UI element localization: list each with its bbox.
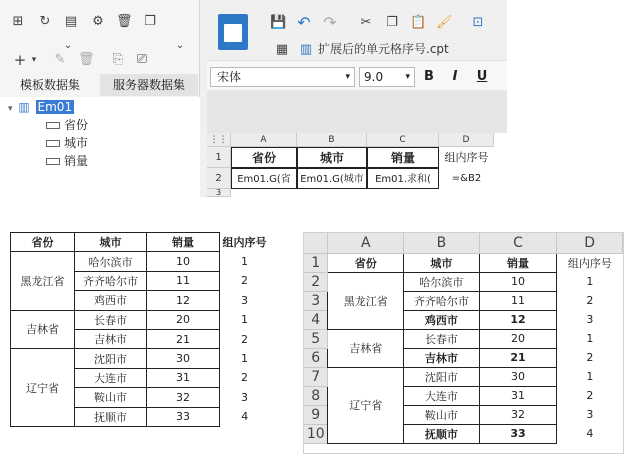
settings-icon[interactable]: ⚙ [92, 14, 104, 29]
excel-header-cell[interactable]: 组内序号 [567, 256, 612, 270]
group-index-cell: 3 [241, 293, 248, 307]
header-sales: 销量 [147, 233, 220, 252]
font-select[interactable]: 宋体 ▾ [210, 67, 355, 87]
file-tab[interactable]: 扩展后的单元格序号.cpt [318, 42, 449, 56]
group-index-cell: 1 [241, 352, 248, 366]
excel-group-index-cell[interactable]: 3 [586, 408, 594, 421]
excel-row-header[interactable]: 1 [304, 253, 328, 272]
table-row [11, 252, 270, 271]
excel-province-cell[interactable]: 黑龙江省 [328, 272, 404, 329]
excel-col-b[interactable]: B [404, 233, 480, 253]
col-header-d[interactable]: D [439, 133, 494, 147]
dataset-icon: ▥ [18, 100, 30, 114]
excel-city-cell[interactable]: 大连市 [404, 386, 480, 405]
city-cell: 齐齐哈尔市 [75, 271, 147, 290]
copy-icon[interactable]: ❐ [144, 14, 156, 29]
group-index-cell: 1 [241, 255, 248, 269]
excel-province-cell[interactable]: 吉林省 [328, 329, 404, 367]
city-cell: 大连市 [75, 368, 147, 387]
excel-city-cell[interactable]: 鸡西市 [404, 310, 480, 329]
edit-icon[interactable]: ✎ [54, 52, 66, 67]
header-group-index: 组内序号 [222, 236, 267, 250]
group-index-cell: 2 [241, 274, 248, 288]
excel-sales-cell[interactable]: 10 [479, 272, 557, 291]
tree-field-city[interactable]: 城市 [46, 134, 88, 152]
excel-city-cell[interactable]: 哈尔滨市 [404, 272, 480, 291]
group-index-cell: 4 [241, 410, 249, 424]
excel-row-header[interactable]: 6 [304, 348, 328, 367]
excel-header-cell[interactable]: 城市 [404, 253, 480, 272]
excel-sales-cell[interactable]: 30 [479, 367, 557, 386]
cell-d2[interactable]: =&B2 [451, 173, 482, 184]
excel-col-d[interactable]: D [557, 233, 623, 253]
city-cell: 抚顺市 [75, 407, 147, 426]
cell-a2[interactable]: Em01.G(省 [231, 168, 297, 189]
group-index-cell: 1 [241, 313, 248, 327]
chevron-down-icon: ▾ [345, 72, 350, 82]
preview-icon[interactable]: ▤ [64, 14, 78, 29]
sales-cell: 21 [147, 329, 220, 348]
excel-col-a[interactable]: A [328, 233, 404, 253]
excel-corner [304, 233, 328, 253]
excel-sales-cell[interactable]: 21 [479, 348, 557, 367]
designer-screenshot [0, 0, 507, 197]
excel-group-index-cell[interactable]: 1 [586, 370, 594, 383]
excel-sales-cell[interactable]: 32 [479, 405, 557, 424]
header-province: 省份 [11, 233, 75, 252]
format-painter-icon[interactable]: 🖌 [436, 15, 453, 30]
delete-icon[interactable]: 🗑 [116, 14, 133, 29]
field-icon [46, 158, 60, 165]
template-icon[interactable] [218, 14, 248, 50]
excel-row-header[interactable]: 5 [304, 329, 328, 348]
sales-cell: 20 [147, 310, 220, 329]
excel-city-cell[interactable]: 吉林市 [404, 348, 480, 367]
table-row [11, 349, 270, 368]
city-cell: 长春市 [75, 310, 147, 329]
design-sheet [207, 133, 507, 197]
corner-icon: ⋮⋮ [207, 133, 231, 147]
excel-province-cell[interactable]: 辽宁省 [328, 367, 404, 443]
excel-row-header[interactable]: 2 [304, 272, 328, 291]
group-index-cell: 3 [241, 390, 248, 404]
excel-sales-cell[interactable]: 33 [479, 424, 557, 443]
redo-icon[interactable]: ↷ [323, 13, 337, 32]
city-cell: 鸡西市 [75, 291, 147, 310]
excel-city-cell[interactable]: 齐齐哈尔市 [404, 291, 480, 310]
cut-icon[interactable]: ✂ [360, 15, 372, 30]
cell-d1[interactable]: 组内序号 [444, 151, 489, 164]
excel-row-header[interactable]: 7 [304, 367, 328, 386]
copy-cell-icon[interactable]: ❐ [386, 15, 398, 30]
bold-button[interactable]: B [424, 69, 434, 84]
tree-root[interactable] [8, 98, 74, 116]
table-row [304, 367, 623, 386]
excel-row-header[interactable]: 10 [304, 424, 328, 443]
row-header-3[interactable]: 3 [207, 189, 231, 197]
excel-group-index-cell[interactable]: 1 [586, 275, 594, 288]
excel-table-body [304, 253, 623, 443]
paste-icon[interactable]: 📋 [410, 15, 427, 30]
sales-cell: 33 [147, 407, 220, 426]
tab-server-dataset[interactable]: 服务器数据集 [100, 74, 198, 96]
server-data-icon[interactable]: ⎚ [136, 52, 148, 67]
add-dropdown-icon[interactable]: ▾ [31, 55, 37, 65]
excel-table [304, 233, 623, 444]
excel-row-header[interactable]: 4 [304, 310, 328, 329]
tree-field-province[interactable]: 省份 [46, 116, 88, 134]
excel-sales-cell[interactable]: 20 [479, 329, 557, 348]
excel-header-cell[interactable]: 省份 [328, 253, 404, 272]
table-row [11, 310, 270, 329]
excel-group-index-cell[interactable]: 2 [586, 351, 594, 364]
excel-row-header[interactable]: 8 [304, 386, 328, 405]
excel-row-header[interactable]: 9 [304, 405, 328, 424]
city-cell: 哈尔滨市 [75, 252, 147, 271]
cell-a1[interactable]: 省份 [231, 147, 297, 168]
table-row [304, 272, 623, 291]
add-dataset-icon[interactable]: ⊞ [12, 14, 24, 29]
group-index-cell: 2 [241, 371, 248, 385]
excel-group-index-cell[interactable]: 1 [586, 332, 594, 345]
excel-group-index-cell[interactable]: 2 [586, 389, 594, 402]
preview-table-body [11, 252, 270, 427]
dataset-panel [0, 0, 200, 197]
city-cell: 鞍山市 [75, 388, 147, 407]
dataset-name[interactable]: Em01 [37, 100, 73, 114]
sales-cell: 11 [147, 271, 220, 290]
excel-group-index-cell[interactable]: 4 [586, 427, 594, 440]
dataset-tabs [0, 74, 200, 96]
tab-template-dataset[interactable]: 模板数据集 [2, 74, 98, 96]
chevron-down-icon[interactable]: ⌄ [63, 40, 73, 51]
chevron-down-icon: ▾ [405, 72, 410, 82]
find-icon[interactable]: ⊡ [472, 15, 484, 30]
font-size-select[interactable]: 9.0 ▾ [359, 67, 415, 87]
col-header-b[interactable]: B [297, 133, 367, 147]
excel-row-header[interactable]: 3 [304, 291, 328, 310]
excel-sales-cell[interactable]: 12 [479, 310, 557, 329]
col-header-a[interactable]: A [231, 133, 297, 147]
excel-group-index-cell[interactable]: 2 [586, 294, 594, 307]
excel-sales-cell[interactable]: 11 [479, 291, 557, 310]
row-header-2[interactable]: 2 [207, 168, 231, 189]
city-cell: 吉林市 [75, 329, 147, 348]
cell-c2[interactable]: Em01.求和( [367, 168, 439, 189]
province-cell: 辽宁省 [11, 349, 75, 427]
province-cell: 吉林省 [11, 310, 75, 349]
cell-c1[interactable]: 销量 [367, 147, 439, 168]
dataset-tree [0, 97, 200, 197]
report-file-icon: ▥ [299, 42, 313, 57]
preview-data-icon[interactable]: ⎘ [112, 52, 124, 67]
excel-group-index-cell[interactable]: 3 [586, 313, 594, 326]
tree-field-sales[interactable]: 销量 [46, 152, 88, 170]
excel-sheet [303, 232, 624, 454]
cell-b1[interactable]: 城市 [297, 147, 367, 168]
table-row [304, 253, 623, 272]
row-header-1[interactable]: 1 [207, 147, 231, 168]
sales-cell: 10 [147, 252, 220, 271]
sales-cell: 31 [147, 368, 220, 387]
grid-icon[interactable]: ▦ [275, 42, 289, 57]
cell-b2[interactable]: Em01.G(城市 [297, 168, 367, 189]
field-icon [46, 122, 60, 129]
sales-cell: 30 [147, 349, 220, 368]
excel-sales-cell[interactable]: 31 [479, 386, 557, 405]
save-icon[interactable]: 💾 [270, 15, 287, 30]
blank-area [207, 90, 507, 133]
add-icon[interactable]: + [13, 51, 27, 69]
field-icon [46, 140, 60, 147]
group-index-cell: 2 [241, 332, 248, 346]
undo-icon[interactable]: ↶ [297, 13, 311, 32]
excel-city-cell[interactable]: 抚顺市 [404, 424, 480, 443]
preview-table [10, 232, 270, 427]
chevron-down-icon-2[interactable]: ⌄ [175, 40, 185, 51]
refresh-icon[interactable]: ↻ [39, 14, 51, 29]
col-header-c[interactable]: C [367, 133, 439, 147]
expand-icon[interactable]: ▾ [8, 104, 13, 114]
italic-button[interactable]: I [452, 69, 458, 84]
underline-button[interactable]: U [476, 69, 488, 84]
remove-icon[interactable]: 🗑 [78, 52, 95, 67]
sales-cell: 32 [147, 388, 220, 407]
excel-city-cell[interactable]: 鞍山市 [404, 405, 480, 424]
excel-city-cell[interactable]: 沈阳市 [404, 367, 480, 386]
city-cell: 沈阳市 [75, 349, 147, 368]
province-cell: 黑龙江省 [11, 252, 75, 310]
excel-col-c[interactable]: C [479, 233, 557, 253]
table-row [304, 329, 623, 348]
excel-header-cell[interactable]: 销量 [479, 253, 557, 272]
excel-city-cell[interactable]: 长春市 [404, 329, 480, 348]
header-city: 城市 [75, 233, 147, 252]
sales-cell: 12 [147, 291, 220, 310]
